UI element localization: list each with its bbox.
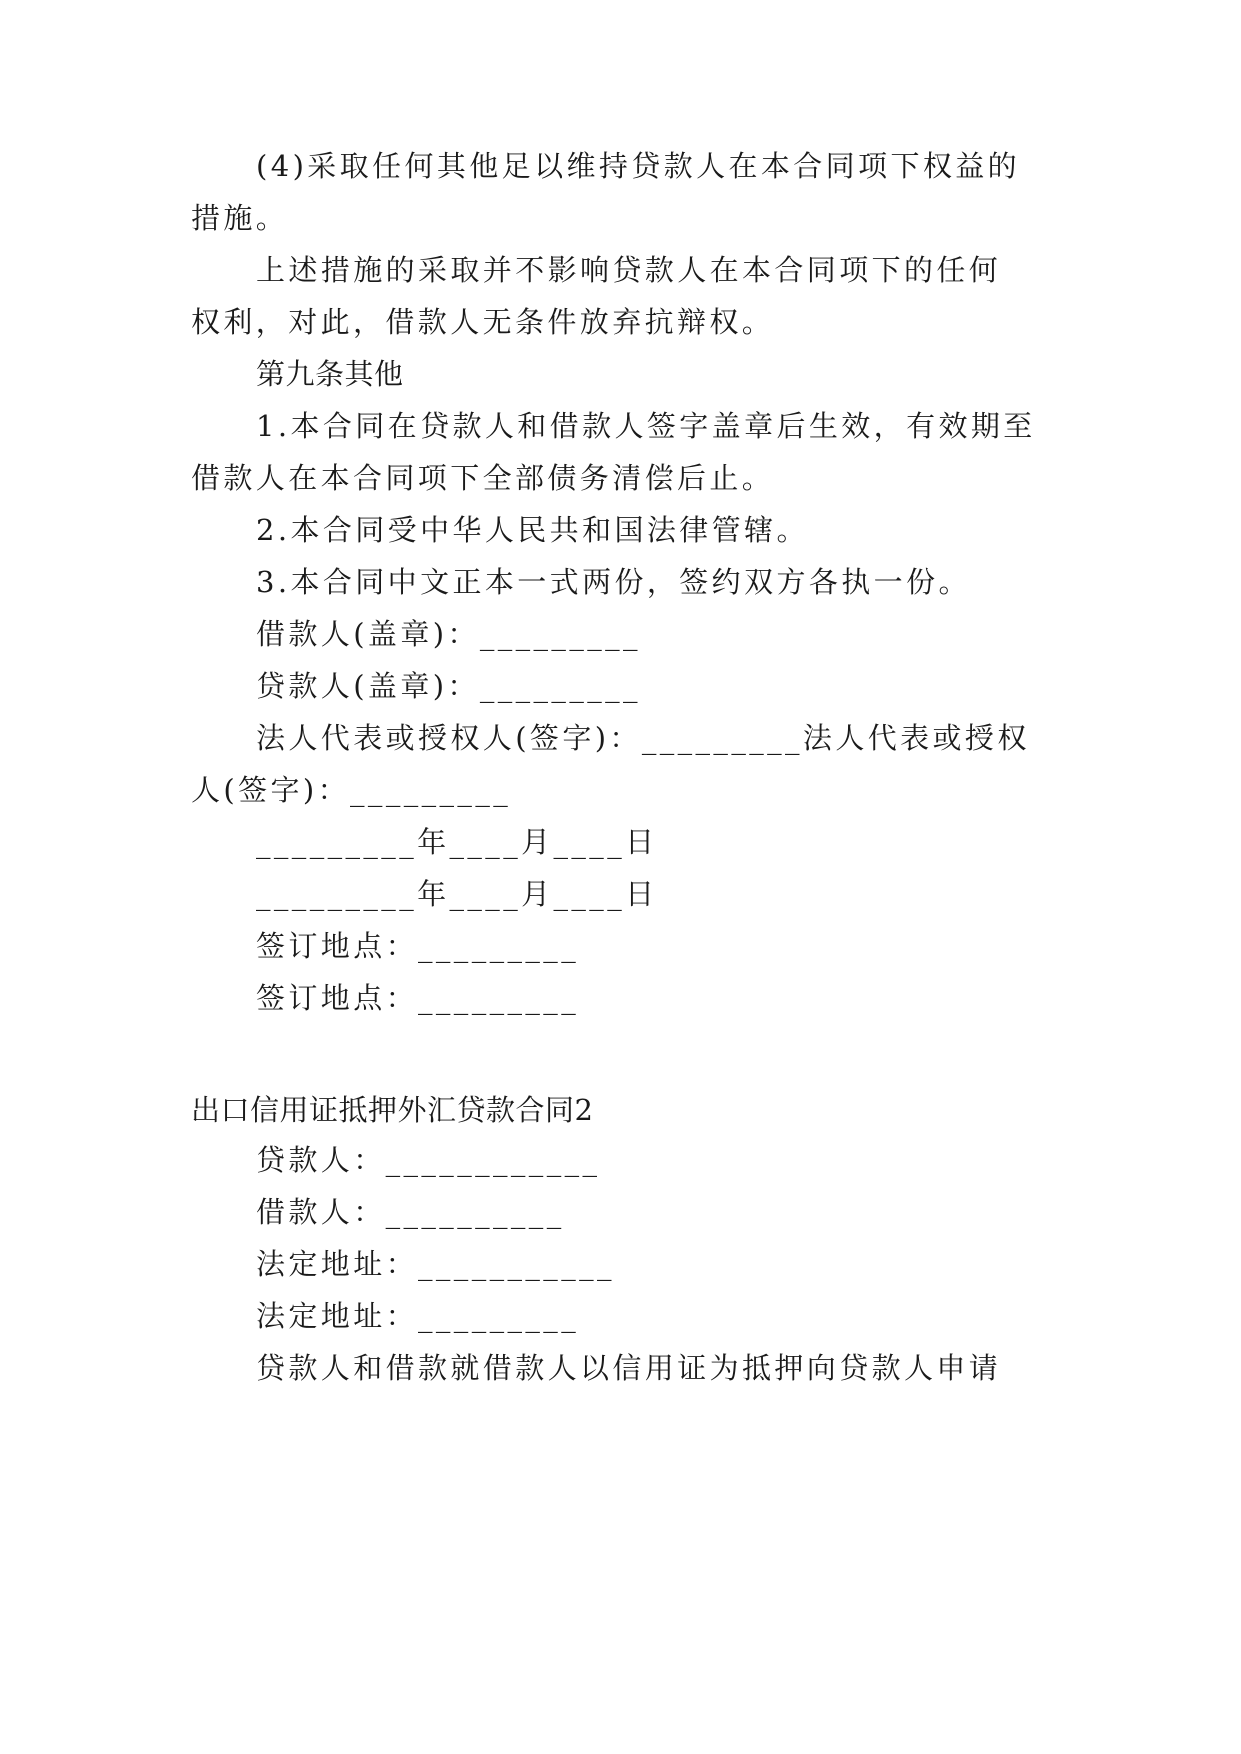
contract-2-title: 出口信用证抵押外汇贷款合同2 [191,1093,594,1127]
item-3: 3.本合同中文正本一式两份，签约双方各执一份。 [256,565,971,599]
measures-paragraph-line-2: 权利，对此，借款人无条件放弃抗辩权。 [191,305,775,339]
representative-signature-line-1: 法人代表或授权人(签字)：_________法人代表或授权 [256,721,1030,755]
date-field-2: _________年____月____日 [256,877,658,911]
article-9-heading: 第九条其他 [256,357,404,391]
borrower-address-field: 法定地址：_________ [256,1299,580,1333]
lender-seal-field: 贷款人(盖章)：_________ [256,669,641,703]
clause-4-line-2: 措施。 [191,201,289,235]
item-1-line-1: 1.本合同在贷款人和借款人签字盖章后生效，有效期至 [256,409,1036,443]
borrower-seal-field: 借款人(盖章)：_________ [256,617,641,651]
date-field-1: _________年____月____日 [256,825,658,859]
clause-4-line-1: (4)采取任何其他足以维持贷款人在本合同项下权益的 [256,149,1021,183]
lender-address-field: 法定地址：___________ [256,1247,615,1281]
signing-place-field-1: 签订地点：_________ [256,929,580,963]
signing-place-field-2: 签订地点：_________ [256,981,580,1015]
measures-paragraph-line-1: 上述措施的采取并不影响贷款人在本合同项下的任何 [256,253,1002,287]
item-1-line-2: 借款人在本合同项下全部债务清偿后止。 [191,461,775,495]
borrower-field: 借款人：__________ [256,1195,565,1229]
representative-signature-line-2: 人(签字)：_________ [191,773,512,807]
contract-2-intro-line: 贷款人和借款就借款人以信用证为抵押向贷款人申请 [256,1351,1002,1385]
lender-field: 贷款人：____________ [256,1143,601,1177]
item-2: 2.本合同受中华人民共和国法律管辖。 [256,513,809,547]
